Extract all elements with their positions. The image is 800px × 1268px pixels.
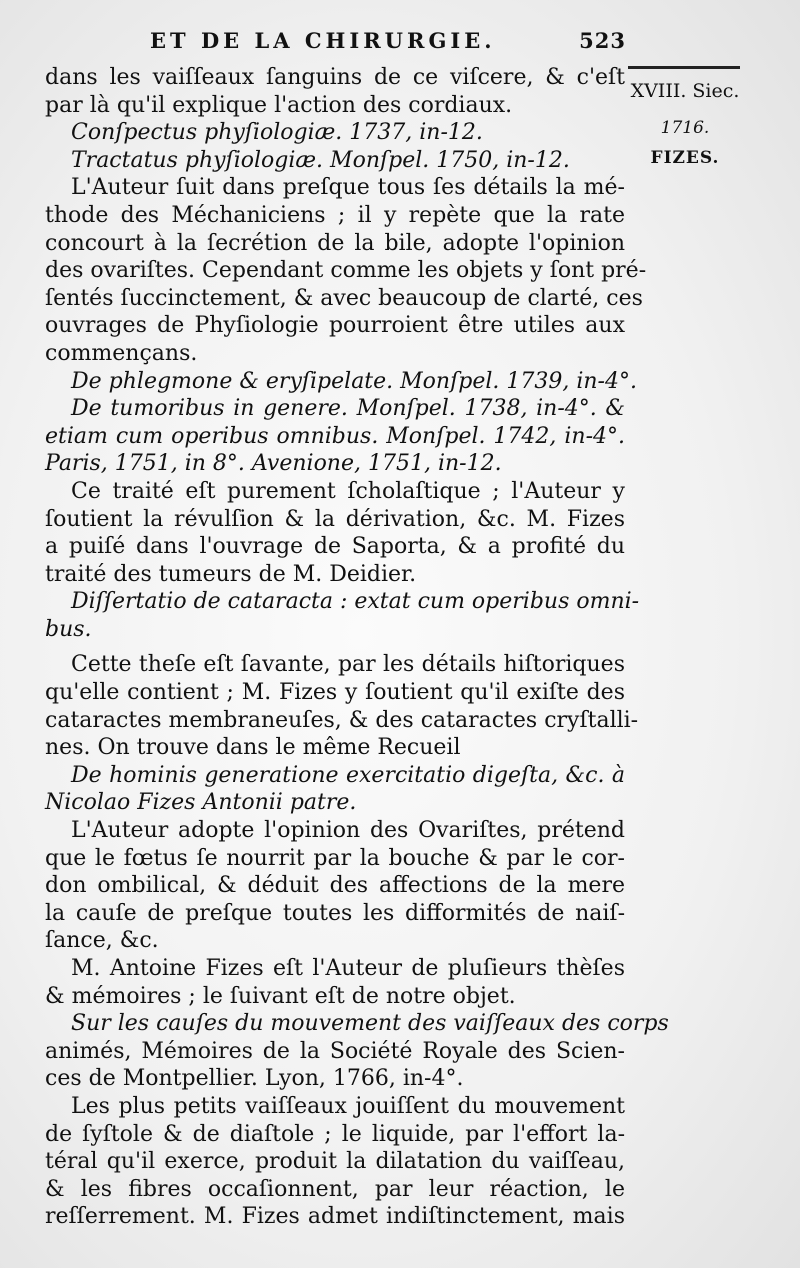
text-line: bus. xyxy=(45,616,92,642)
text-line: par là qu'il explique l'action des cordiaux. xyxy=(45,92,513,118)
text-line: la cauſe de preſque toutes les difformités de naiſ- xyxy=(45,900,625,926)
text-line: ouvrages de Phyſiologie pourroient être utiles aux xyxy=(45,313,625,339)
margin-author: FIZES. xyxy=(650,148,720,168)
text-line: reſſerrement. M. Fizes admet indiſtinctement, mais xyxy=(45,1204,625,1230)
text-line: Conſpectus phyſiologiæ. 1737, in-12. xyxy=(71,120,483,146)
page-number: 523 xyxy=(579,28,626,53)
text-line: nes. On trouve dans le même Recueil xyxy=(45,735,461,761)
text-line: Ce traité eſt purement ſcholaſtique ; l'Auteur y xyxy=(71,478,625,504)
text-line: don ombilical, & déduit des affections de la mere xyxy=(45,873,625,899)
text-line: Sur les cauſes du mouvement des vaiſſeaux des corps xyxy=(71,1011,669,1037)
body-text xyxy=(45,64,669,1231)
running-header xyxy=(150,28,630,53)
text-line: qu'elle contient ; M. Fizes y ſoutient qu'il exiſte des xyxy=(45,680,625,706)
text-line: a puiſé dans l'ouvrage de Saporta, & a profité du xyxy=(45,534,625,560)
running-title: ET DE LA CHIRURGIE. xyxy=(150,28,496,53)
text-line: Diſſertatio de cataracta : extat cum operibus omni- xyxy=(71,589,640,615)
text-line: ſoutient la révulſion & la dérivation, &c. M. Fizes xyxy=(45,506,625,532)
text-line: Nicolao Fizes Antonii patre. xyxy=(45,790,357,816)
text-line: ces de Montpellier. Lyon, 1766, in-4°. xyxy=(45,1066,464,1092)
text-line: ſance, &c. xyxy=(45,928,159,954)
text-line: cataractes membraneuſes, & des cataractes cryſtalli- xyxy=(45,707,639,733)
text-line: de ſyſtole & de diaſtole ; le liquide, par l'effort la- xyxy=(45,1121,625,1147)
text-line: traité des tumeurs de M. Deidier. xyxy=(45,561,417,587)
text-line: téral qu'il exerce, produit la dilatation du vaiſſeau, xyxy=(45,1149,625,1175)
text-line: Tractatus phyſiologiæ. Monſpel. 1750, in-12. xyxy=(71,147,570,173)
text-line: commençans. xyxy=(45,340,198,366)
text-line: L'Auteur ſuit dans preſque tous ſes détails la mé- xyxy=(71,175,625,201)
text-line: De tumoribus in genere. Monſpel. 1738, in-4°. & xyxy=(71,396,625,422)
text-line: concourt à la ſecrétion de la bile, adopte l'opinion xyxy=(45,230,625,256)
paragraph-gap xyxy=(45,643,625,651)
text-line: dans les vaiſſeaux ſanguins de ce viſcere, & c'eſt xyxy=(45,65,625,90)
text-line: De hominis generatione exercitatio digeſta, &c. à xyxy=(71,762,625,788)
text-line: thode des Méchaniciens ; il y repète que la rate xyxy=(45,202,625,228)
text-line: animés, Mémoires de la Société Royale des Scien- xyxy=(45,1038,625,1064)
text-line: que le fœtus ſe nourrit par la bouche & par le cor- xyxy=(45,845,625,871)
margin-year: 1716. xyxy=(660,118,710,138)
text-line: Les plus petits vaiſſeaux jouiſſent du mouvement xyxy=(71,1093,625,1119)
text-line: ſentés ſuccinctement, & avec beaucoup de clarté, ces xyxy=(45,285,643,311)
text-line: De phlegmone & eryſipelate. Monſpel. 1739, in-4°. xyxy=(71,368,637,394)
text-line: & mémoires ; le ſuivant eſt de notre objet. xyxy=(45,983,516,1009)
margin-rule xyxy=(628,66,740,69)
margin-century: XVIII. Siec. xyxy=(630,80,740,102)
text-line: Paris, 1751, in 8°. Avenione, 1751, in-12. xyxy=(45,451,502,477)
text-line: & les fibres occaſionnent, par leur réaction, le xyxy=(45,1176,625,1202)
text-line: des ovariſtes. Cependant comme les objets y ſont pré- xyxy=(45,258,647,284)
text-line: M. Antoine Fizes eſt l'Auteur de pluſieurs thèſes xyxy=(71,956,625,981)
text-line: L'Auteur adopte l'opinion des Ovariſtes, prétend xyxy=(71,818,625,844)
text-line: etiam cum operibus omnibus. Monſpel. 1742, in-4°. xyxy=(45,423,625,449)
text-line: Cette theſe eſt ſavante, par les détails hiſtoriques xyxy=(71,652,625,678)
